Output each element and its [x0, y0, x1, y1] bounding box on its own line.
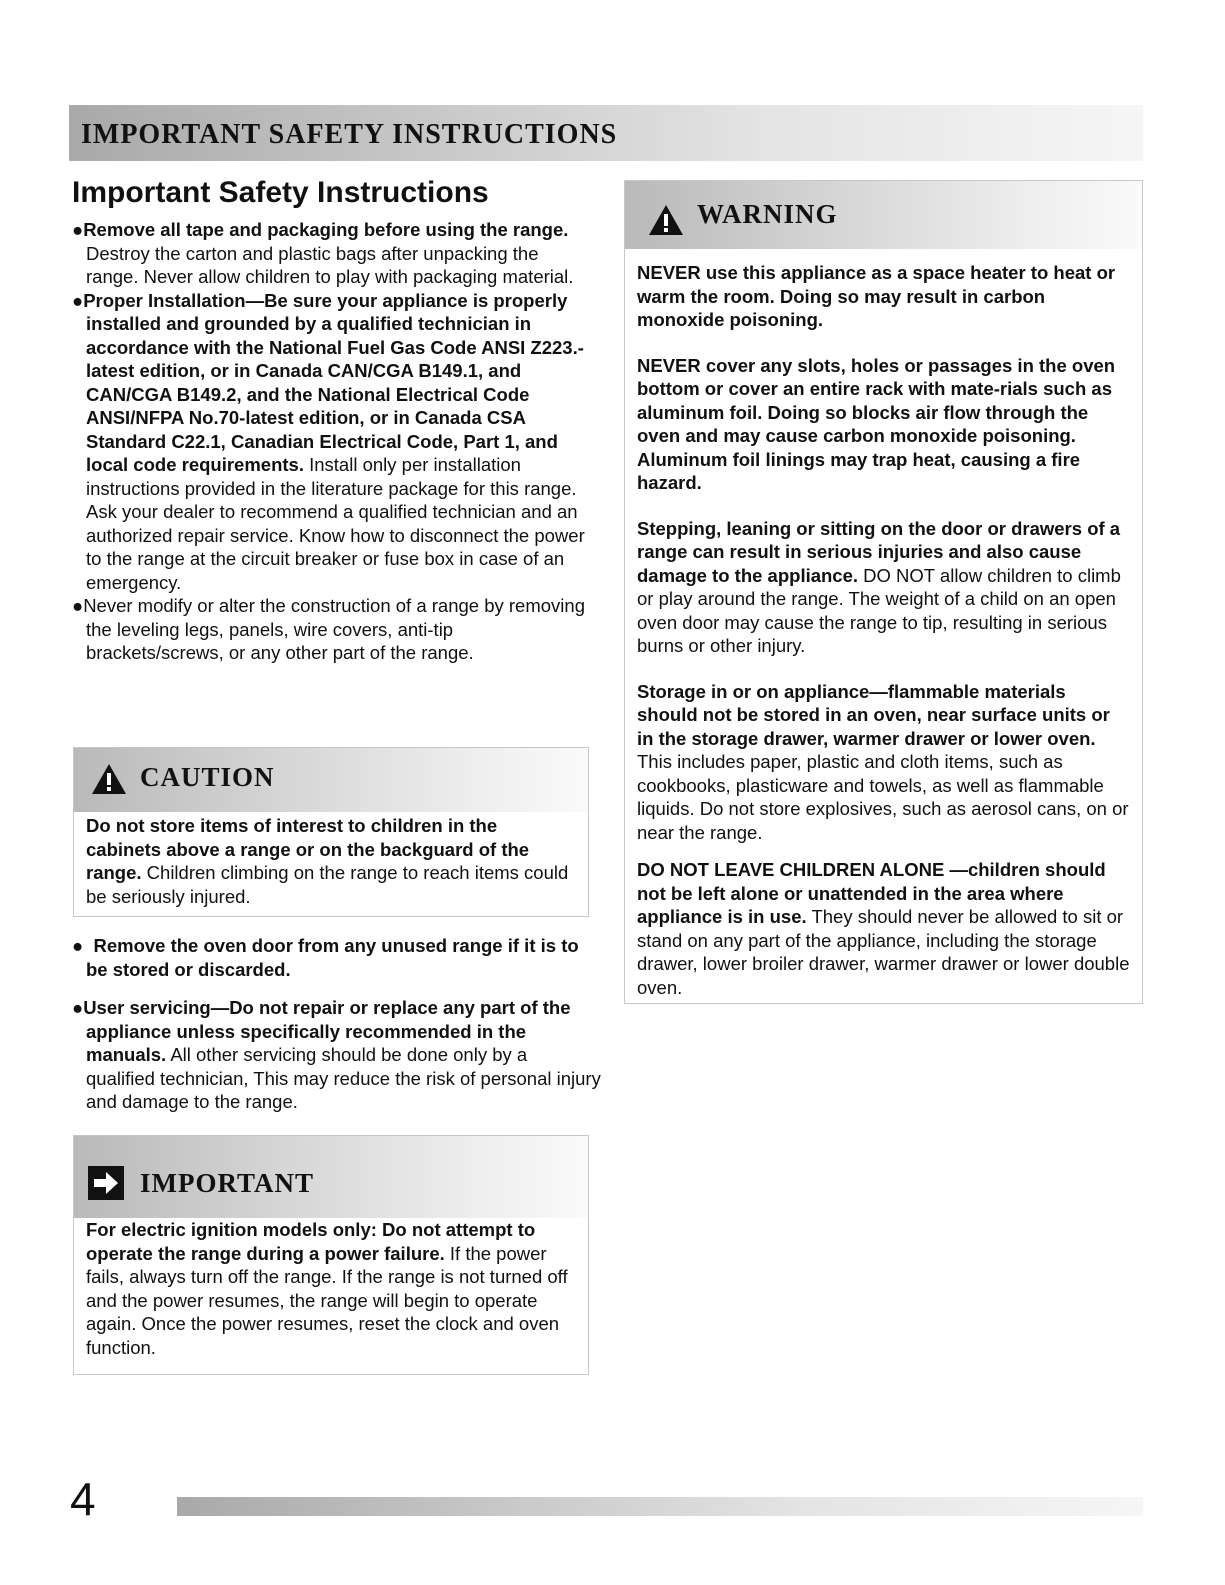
warning-text: They should never be allowed to sit or stand on any part of the appliance, including the storage drawer, lower broiler drawer, warmer drawer or lower double oven. [637, 906, 1130, 998]
warning-title: WARNING [697, 199, 838, 229]
warning-paragraph [625, 858, 1142, 999]
bullet-text: Destroy the carton and plastic bags after unpacking the range. Never allow children to play with packaging material. [86, 242, 574, 287]
warning-paragraph [625, 517, 1142, 658]
bullet-item: ●Never modify or alter the construction of a range by removing the leveling legs, panels, wire covers, anti-tip brackets/screws, or any other part of the range. [72, 595, 585, 663]
footer-band [177, 1497, 1143, 1516]
warning-box [624, 180, 1143, 1004]
warning-bold: NEVER cover any slots, holes or passages in the oven bottom or cover an entire rack with mate-rials such as aluminum foil. Doing so blocks air flow through the oven and may cause carbon monoxide poisoning. Aluminum foil linings may trap heat, causing a fire hazard. [637, 354, 1116, 493]
warning-text: DO NOT allow children to climb or play around the range. The weight of a child on an open oven door may cause the range to tip, resulting in serious burns or other injury. [637, 564, 1121, 656]
warning-bold: DO NOT LEAVE CHILDREN ALONE —children should not be left alone or unattended in the area where appliance is in use. [637, 859, 1106, 927]
bullet-item: ●Proper Installation—Be sure your appliance is properly installed and grounded by a qualified technician in accordance with the National Fuel Gas Code ANSI Z223.- latest edition, or in Canada CAN/CGA B149.1, and CAN/CGA B149.2, and the National Electrical Code ANSI/NFPA No.70-latest edition, or in Canada CSA Standard C22.1, Canadian Electrical Code, Part 1, and local code requirements. Install only per installation instructions provided in the literature package for this range. Ask your dealer to recommend a qualified technician and an authorized repair service. Know how to disconnect the power to the range at the circuit breaker or fuse box in case of an emergency. [72, 289, 585, 593]
warning-bold: NEVER use this appliance as a space heater to heat or warm the room. Doing so may result in carbon monoxide poisoning. [637, 262, 1116, 330]
bullet-remove-door: ● Remove the oven door from any unused range if it is to be stored or discarded. [72, 935, 579, 980]
bullet-item: ●Remove all tape and packaging before using the range. Destroy the carton and plastic bags after unpacking the range. Never allow children to play with packaging material. [72, 219, 574, 287]
warning-bold: Storage in or on appliance—flammable materials should not be stored in an oven, near surface units or in the storage drawer, warmer drawer or lower oven. [637, 680, 1110, 749]
bullet-list-top [72, 218, 587, 665]
warning-header [625, 181, 1142, 249]
important-box [73, 1135, 589, 1375]
arrow-right-icon [88, 1166, 124, 1200]
bullet-remove-door-text: Remove the oven door from any unused range if it is to be stored or discarded. [86, 935, 579, 980]
page-number: 4 [70, 1473, 96, 1525]
warning-bold: Stepping, leaning or sitting on the door or drawers of a range can result in serious injuries and also cause damage to the appliance. [637, 517, 1121, 586]
important-text [74, 1218, 588, 1359]
section-title: Important Safety Instructions [72, 176, 489, 209]
bullet-bold: Proper Installation—Be sure your appliance is properly installed and grounded by a qualified technician in accordance with the National Fuel Gas Code ANSI Z223.- latest edition, or in Canada CAN/CGA B149.1, and CAN/CGA B149.2, and the National Electrical Code ANSI/NFPA No.70-latest edition, or in Canada CSA Standard C22.1, Canadian Electrical Code, Part 1, and local code requirements. [83, 289, 584, 475]
caution-text [74, 812, 588, 908]
warning-text: This includes paper, plastic and cloth items, such as cookbooks, plasticware and towels, as well as flammable liquids. Do not store explosives, such as aerosol cans, on or near the range. [637, 751, 1129, 843]
important-bold: For electric ignition models only: Do not attempt to operate the range during a power failure. [86, 1219, 536, 1264]
caution-header [74, 748, 588, 812]
warning-paragraph [625, 354, 1142, 495]
bullet-bold: Remove all tape and packaging before using the range. [83, 219, 569, 240]
warning-triangle-icon [90, 762, 128, 796]
header-title: IMPORTANT SAFETY INSTRUCTIONS [81, 119, 618, 150]
bullet-user-bold: User servicing—Do not repair or replace any part of the appliance unless specifically recommended in the manuals. [83, 997, 571, 1065]
caution-title: CAUTION [140, 762, 275, 792]
important-title: IMPORTANT [140, 1168, 315, 1198]
bullet-user-servicing: ●User servicing—Do not repair or replace any part of the appliance unless specifically recommended in the manuals. All other servicing should be done only by a qualified technician, This may reduce the risk of personal injury and damage to the range. [72, 997, 601, 1112]
important-normal: If the power fails, always turn off the range. If the range is not turned off and the power resumes, the range will begin to operate again. Once the power resumes, reset the clock and oven function. [86, 1242, 568, 1358]
bullet-text: Install only per installation instructions provided in the literature package for this range. Ask your dealer to recommend a qualified technician and an authorized repair service. Know how to disconnect the power to the range at the circuit breaker or fuse box in case of an emergency. [86, 454, 585, 593]
header-band [69, 105, 1143, 161]
warning-paragraph [625, 680, 1142, 845]
important-header [74, 1136, 588, 1218]
bullet-text: Never modify or alter the construction of a range by removing the leveling legs, panels, wire covers, anti-tip brackets/screws, or any other part of the range. [83, 595, 585, 663]
warning-paragraph [625, 261, 1142, 332]
caution-normal: Children climbing on the range to reach items could be seriously injured. [86, 862, 569, 907]
bullet-user-text: All other servicing should be done only by a qualified technician, This may reduce the risk of personal injury and damage to the range. [86, 1044, 601, 1112]
caution-box [73, 747, 589, 917]
warning-triangle-icon [647, 203, 685, 237]
caution-bold: Do not store items of interest to children in the cabinets above a range or on the backguard of the range. [86, 815, 530, 883]
